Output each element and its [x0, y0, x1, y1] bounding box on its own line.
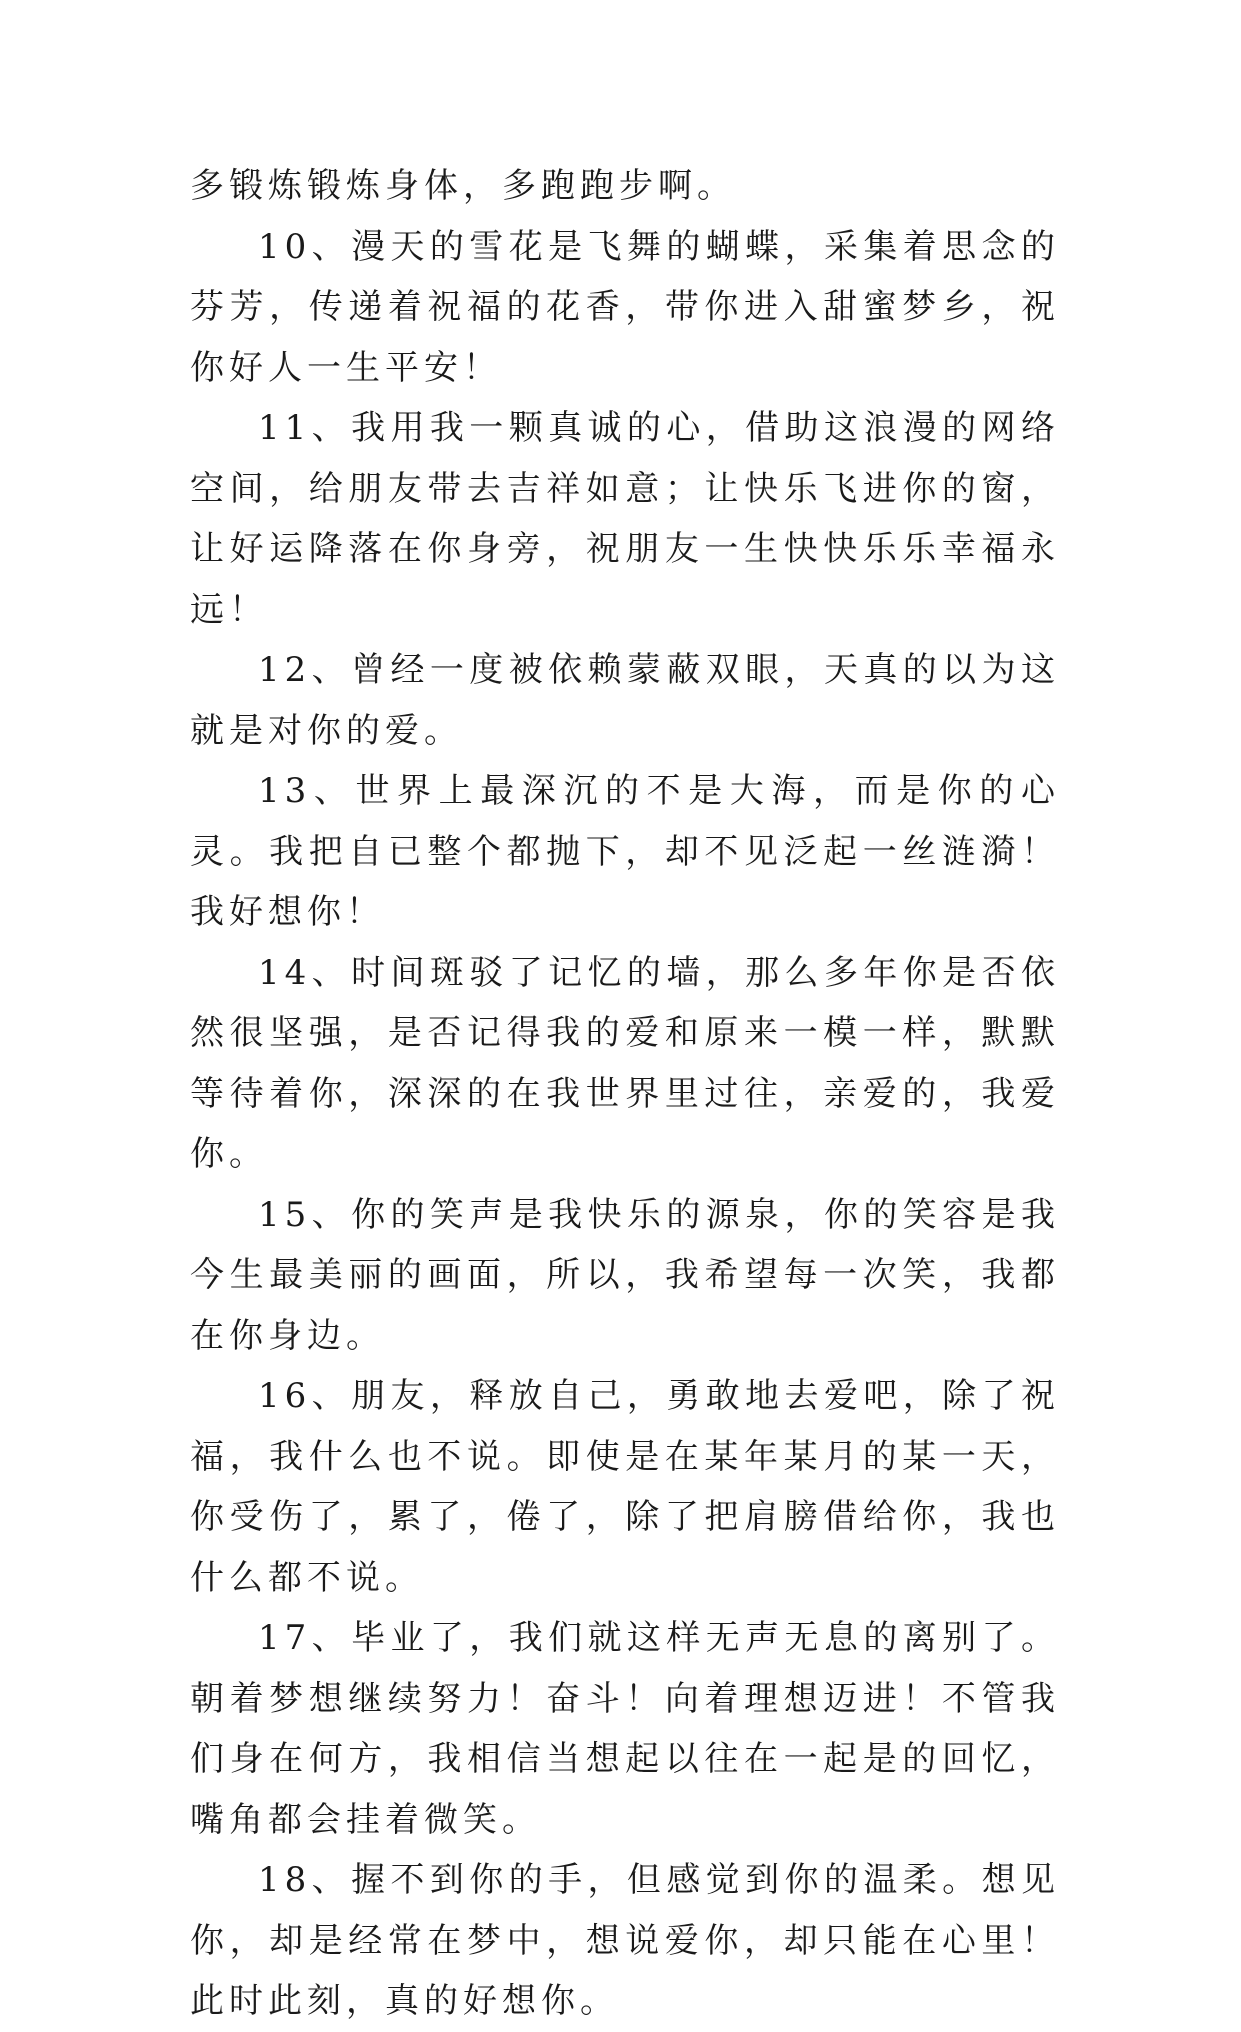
paragraph-10: 10、漫天的雪花是飞舞的蝴蝶，采集着思念的芬芳，传递着祝福的花香，带你进入甜蜜梦乡，祝你好人一生平安！	[190, 226, 1060, 388]
paragraph-16: 16、朋友，释放自己，勇敢地去爱吧，除了祝福，我什么也不说。即使是在某年某月的某一天，你受伤了，累了，倦了，除了把肩膀借给你，我也什么都不说。	[190, 1376, 1060, 1598]
paragraph-continuation: 多锻炼锻炼身体，多跑跑步啊。	[190, 166, 736, 206]
paragraph-17: 17、毕业了，我们就这样无声无息的离别了。朝着梦想继续努力！奋斗！向着理想迈进！不管我们身在何方，我相信当想起以往在一起是的回忆，嘴角都会挂着微笑。	[190, 1618, 1060, 1840]
paragraph-14: 14、时间斑驳了记忆的墙，那么多年你是否依然很坚强，是否记得我的爱和原来一模一样，默默等待着你，深深的在我世界里过往，亲爱的，我爱你。	[190, 952, 1060, 1174]
paragraph-13: 13、世界上最深沉的不是大海，而是你的心灵。我把自已整个都抛下，却不见泛起一丝涟漪！我好想你！	[190, 771, 1060, 932]
paragraph-15: 15、你的笑声是我快乐的源泉，你的笑容是我今生最美丽的画面，所以，我希望每一次笑，我都在你身边。	[190, 1194, 1060, 1356]
document-body	[190, 156, 1060, 2032]
paragraph-18: 18、握不到你的手，但感觉到你的温柔。想见你，却是经常在梦中，想说爱你，却只能在心里！此时此刻，真的好想你。	[190, 1860, 1060, 2021]
paragraph-11: 11、我用我一颗真诚的心，借助这浪漫的网络空间，给朋友带去吉祥如意；让快乐飞进你的窗，让好运降落在你身旁，祝朋友一生快快乐乐幸福永远！	[190, 408, 1060, 630]
paragraph-12: 12、曾经一度被依赖蒙蔽双眼，天真的以为这就是对你的爱。	[190, 650, 1060, 751]
